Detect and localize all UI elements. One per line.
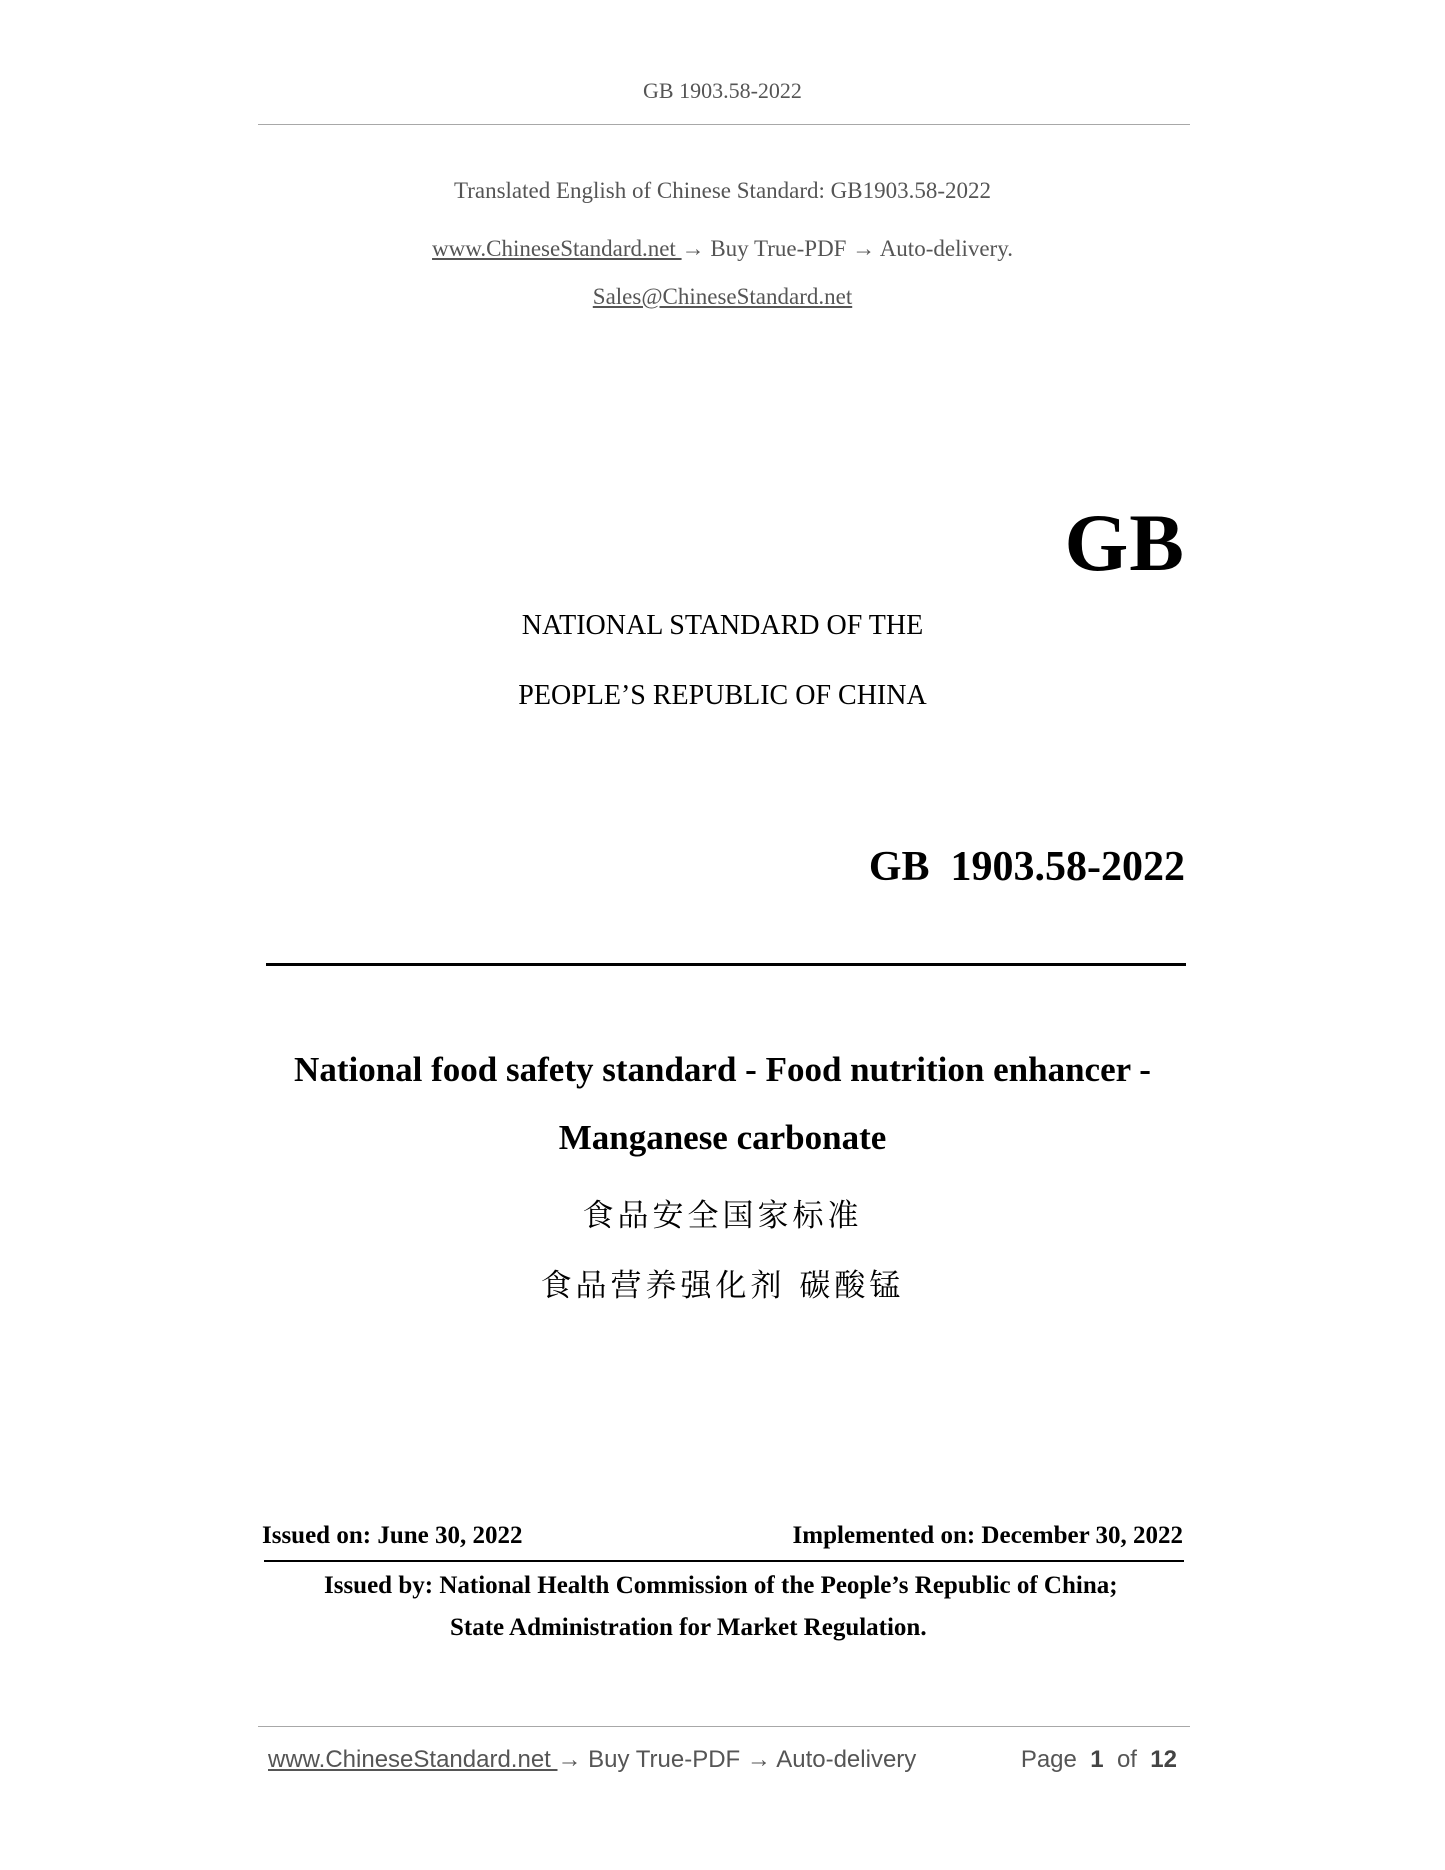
standard-number: GB 1903.58-2022 bbox=[868, 844, 1185, 890]
purchase-notice bbox=[0, 236, 1445, 262]
page-label: Page bbox=[1020, 1746, 1077, 1773]
issued-by-line2: State Administration for Market Regulation. bbox=[450, 1614, 927, 1641]
chinese-title-line1: 食品安全国家标准 bbox=[582, 1198, 863, 1234]
issued-by-line1: Issued by: National Health Commission of the People’s Republic of China; bbox=[324, 1572, 1118, 1599]
issue-divider bbox=[264, 1560, 1184, 1562]
email-line bbox=[0, 284, 1445, 310]
translation-notice: Translated English of Chinese Standard: GB1903.58-2022 bbox=[453, 178, 992, 203]
running-header: GB 1903.58-2022 bbox=[643, 78, 802, 103]
page-counter bbox=[1021, 1746, 1177, 1774]
website-link[interactable]: www.ChineseStandard.net bbox=[432, 236, 682, 261]
sales-email-link[interactable]: Sales@ChineseStandard.net bbox=[592, 284, 853, 309]
footer-divider bbox=[258, 1726, 1190, 1727]
chinese-title-line2: 食品营养强化剂 碳酸锰 bbox=[540, 1268, 905, 1304]
page-of-label: of bbox=[1116, 1746, 1137, 1773]
issued-on-date: Issued on: June 30, 2022 bbox=[262, 1522, 523, 1549]
gb-logo: GB bbox=[1064, 497, 1185, 588]
title-divider bbox=[266, 963, 1186, 966]
header-divider bbox=[258, 124, 1190, 125]
national-standard-line1: NATIONAL STANDARD OF THE bbox=[521, 610, 924, 641]
footer-website-link[interactable]: www.ChineseStandard.net bbox=[268, 1746, 558, 1773]
page-current: 1 bbox=[1090, 1746, 1104, 1773]
purchase-notice-text: → Buy True-PDF → Auto-delivery. bbox=[681, 236, 1013, 261]
page-total: 12 bbox=[1150, 1746, 1177, 1773]
english-title-line2: Manganese carbonate bbox=[558, 1118, 887, 1157]
footer-purchase-notice bbox=[268, 1746, 916, 1774]
footer-purchase-text: → Buy True-PDF → Auto-delivery bbox=[557, 1746, 917, 1773]
english-title-line1: National food safety standard - Food nutrition enhancer - bbox=[294, 1050, 1151, 1089]
implemented-on-date: Implemented on: December 30, 2022 bbox=[792, 1522, 1183, 1549]
national-standard-line2: PEOPLE’S REPUBLIC OF CHINA bbox=[518, 680, 927, 711]
